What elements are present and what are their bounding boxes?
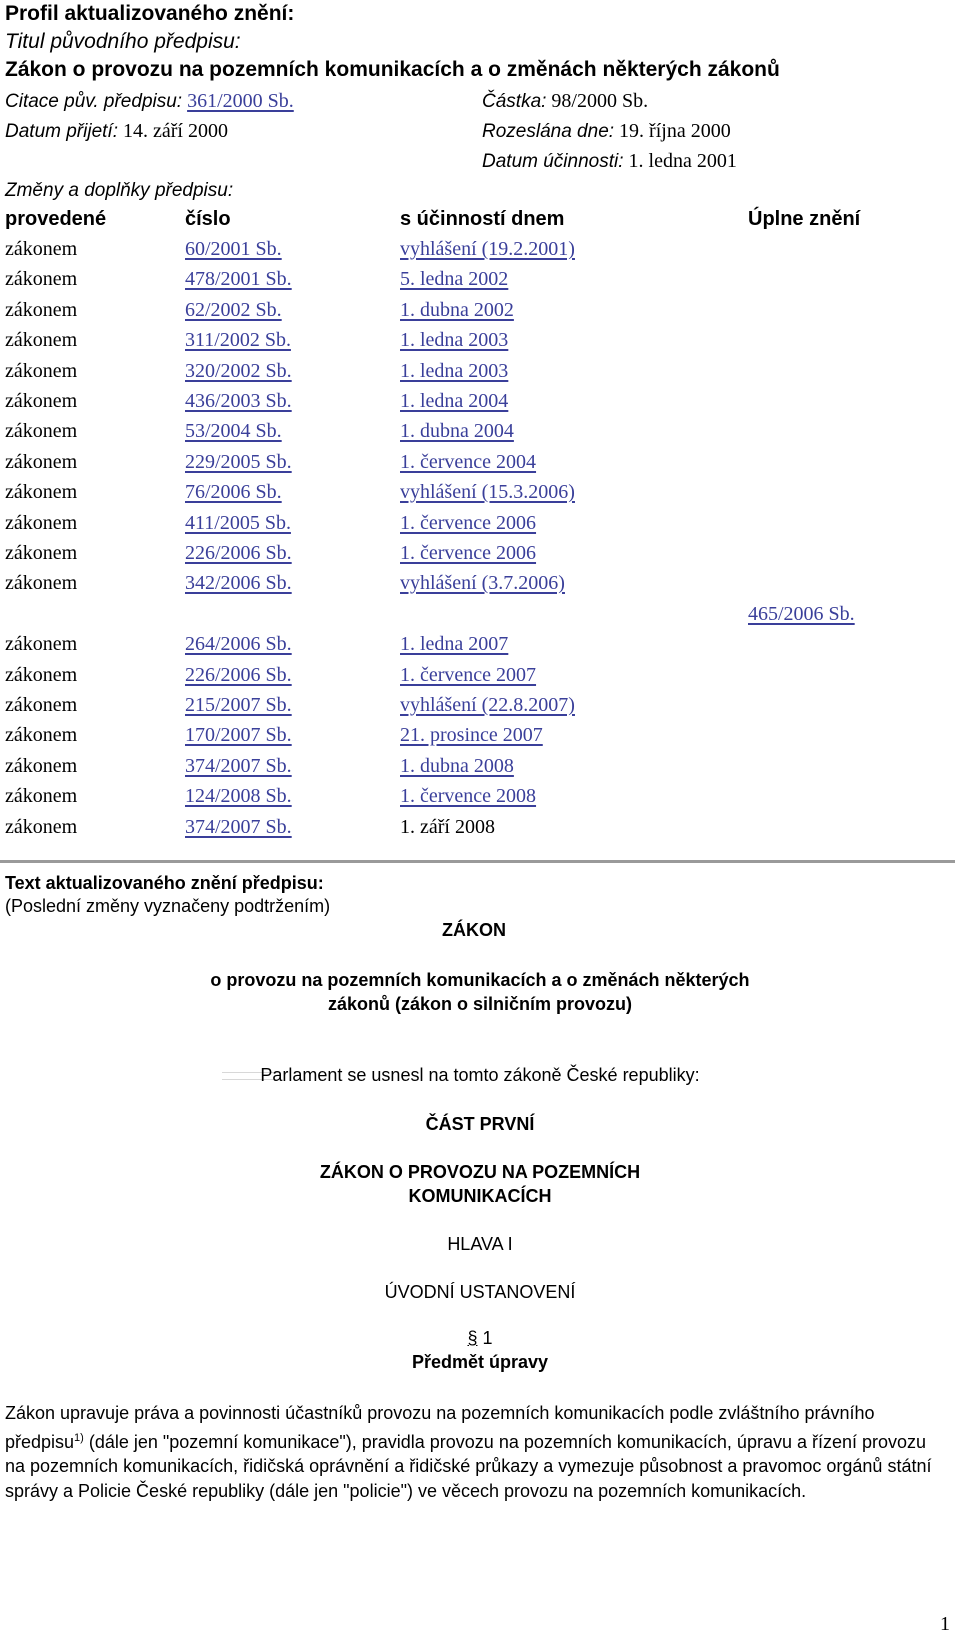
amended-by: zákonem bbox=[5, 451, 78, 473]
amended-by: zákonem bbox=[5, 390, 78, 412]
effective-date-link[interactable]: vyhlášení (15.3.2006) bbox=[400, 481, 575, 503]
amended-by: zákonem bbox=[5, 816, 78, 838]
effective-date-link[interactable]: 1. července 2007 bbox=[400, 664, 537, 686]
amended-by: zákonem bbox=[5, 724, 78, 746]
table-row bbox=[0, 238, 960, 268]
section-sign-icon: § bbox=[467, 1328, 478, 1348]
amended-by: zákonem bbox=[5, 481, 78, 503]
effective-date-link[interactable]: 5. ledna 2002 bbox=[400, 268, 509, 290]
table-row bbox=[0, 360, 960, 390]
distributed-label: Rozeslána dne: bbox=[482, 121, 615, 142]
table-row bbox=[0, 603, 960, 633]
effective-date-link[interactable]: vyhlášení (19.2.2001) bbox=[400, 238, 575, 260]
amended-by: zákonem bbox=[5, 512, 78, 534]
table-row bbox=[0, 299, 960, 329]
table-row bbox=[0, 664, 960, 694]
law-number-link[interactable]: 311/2002 Sb. bbox=[185, 329, 291, 351]
effective-date-link[interactable]: 1. července 2006 bbox=[400, 542, 537, 564]
amended-by: zákonem bbox=[5, 694, 78, 716]
citation-line bbox=[5, 90, 294, 113]
effective-date-link[interactable]: vyhlášení (22.8.2007) bbox=[400, 694, 575, 716]
amended-by: zákonem bbox=[5, 572, 78, 594]
amended-by: zákonem bbox=[5, 299, 78, 321]
section-title: Předmět úpravy bbox=[411, 1352, 549, 1372]
amended-by: zákonem bbox=[5, 329, 78, 351]
header-provedene: provedené bbox=[5, 208, 107, 230]
act-subject-line2: zákonů (zákon o silničním provozu) bbox=[327, 994, 633, 1014]
effective-date-link[interactable]: 1. dubna 2004 bbox=[400, 420, 514, 442]
effective-date-link[interactable]: 1. dubna 2002 bbox=[400, 299, 514, 321]
page-number: 1 bbox=[940, 1613, 950, 1635]
original-title-label: Titul původního předpisu: bbox=[5, 30, 241, 53]
section-number: 1 bbox=[482, 1328, 493, 1348]
law-number-link[interactable]: 62/2002 Sb. bbox=[185, 299, 282, 321]
law-number-link[interactable]: 226/2006 Sb. bbox=[185, 542, 292, 564]
law-number-link[interactable]: 229/2005 Sb. bbox=[185, 451, 292, 473]
table-header bbox=[0, 208, 960, 238]
effective-label: Datum účinnosti: bbox=[482, 151, 624, 172]
amended-by: zákonem bbox=[5, 755, 78, 777]
law-number-link[interactable]: 60/2001 Sb. bbox=[185, 238, 282, 260]
effective-line bbox=[482, 150, 737, 173]
part-value: 98/2000 Sb. bbox=[551, 90, 649, 112]
paragraph-text-end: (dále jen "pozemní komunikace"), pravidla provozu na pozemních komunikacích, úpravu a řízení provozu na pozemních komunikacích, řidičská oprávnění a řidičské průkazy a vymezuje působnost a pravomoc orgánů státní správy a Policie České republiky (dále jen "policie") ve věcech provozu na pozemních komunikacích. bbox=[5, 1431, 932, 1501]
table-row bbox=[0, 451, 960, 481]
effective-date-link[interactable]: 1. ledna 2003 bbox=[400, 360, 509, 382]
part-label: Částka: bbox=[482, 91, 547, 112]
effective-date-link[interactable]: 1. července 2006 bbox=[400, 512, 537, 534]
full-text-link[interactable]: 465/2006 Sb. bbox=[748, 603, 855, 625]
law-number-link[interactable]: 320/2002 Sb. bbox=[185, 360, 292, 382]
effective-date-link[interactable]: 1. července 2004 bbox=[400, 451, 537, 473]
law-number-link[interactable]: 264/2006 Sb. bbox=[185, 633, 292, 655]
table-row bbox=[0, 755, 960, 785]
text-heading: Text aktualizovaného znění předpisu: bbox=[5, 873, 324, 893]
table-row bbox=[0, 390, 960, 420]
table-row bbox=[0, 633, 960, 663]
effective-date-link[interactable]: 21. prosince 2007 bbox=[400, 724, 543, 746]
section-number-line bbox=[0, 1328, 960, 1349]
text-note: (Poslední změny vyznačeny podtržením) bbox=[5, 896, 331, 916]
effective-date-link[interactable]: 1. ledna 2004 bbox=[400, 390, 509, 412]
profile-heading: Profil aktualizovaného znění: bbox=[5, 2, 295, 25]
table-row bbox=[0, 542, 960, 572]
amended-by: zákonem bbox=[5, 268, 78, 290]
law-number-link[interactable]: 124/2008 Sb. bbox=[185, 785, 292, 807]
citation-label: Citace pův. předpisu: bbox=[5, 91, 183, 112]
table-row bbox=[0, 572, 960, 602]
part-title-line2: KOMUNIKACÍCH bbox=[408, 1186, 552, 1206]
effective-value: 1. ledna 2001 bbox=[628, 150, 737, 172]
law-number-link[interactable]: 215/2007 Sb. bbox=[185, 694, 292, 716]
act-subject-line1: o provozu na pozemních komunikacích a o změnách některých bbox=[210, 970, 750, 990]
effective-date-link: 1. září 2008 bbox=[400, 816, 495, 838]
effective-date-link[interactable]: 1. dubna 2008 bbox=[400, 755, 514, 777]
table-row bbox=[0, 512, 960, 542]
table-row bbox=[0, 481, 960, 511]
law-number-link[interactable]: 478/2001 Sb. bbox=[185, 268, 292, 290]
act-title: ZÁKON bbox=[442, 920, 506, 940]
section-divider bbox=[0, 860, 955, 863]
distributed-line bbox=[482, 120, 731, 143]
footnote-ref[interactable]: 1) bbox=[74, 1431, 84, 1444]
paragraph-text-start: Zákon upravuje práva a povinnosti účastníků provozu na pozemních komunikacích podle zvláštního právního předpisu bbox=[5, 1403, 875, 1452]
part-line bbox=[482, 90, 648, 113]
accepted-line bbox=[5, 120, 228, 143]
amended-by: zákonem bbox=[5, 633, 78, 655]
changes-label: Změny a doplňky předpisu: bbox=[5, 180, 234, 201]
law-title: Zákon o provozu na pozemních komunikacích a o změnách některých zákonů bbox=[5, 58, 780, 81]
law-number-link[interactable]: 170/2007 Sb. bbox=[185, 724, 292, 746]
citation-link[interactable]: 361/2000 Sb. bbox=[187, 90, 294, 112]
law-number-link[interactable]: 411/2005 Sb. bbox=[185, 512, 291, 534]
header-ucinnost: s účinností dnem bbox=[400, 208, 565, 230]
distributed-value: 19. října 2000 bbox=[619, 120, 731, 142]
amended-by: zákonem bbox=[5, 238, 78, 260]
part-title-line1: ZÁKON O PROVOZU NA POZEMNÍCH bbox=[319, 1162, 641, 1182]
table-row bbox=[0, 816, 960, 846]
table-row bbox=[0, 694, 960, 724]
amended-by: zákonem bbox=[5, 360, 78, 382]
table-row bbox=[0, 724, 960, 754]
table-row bbox=[0, 785, 960, 815]
table-row bbox=[0, 329, 960, 359]
chapter-title: ÚVODNÍ USTANOVENÍ bbox=[384, 1282, 576, 1302]
part-heading: ČÁST PRVNÍ bbox=[425, 1114, 535, 1134]
law-number-link[interactable]: 53/2004 Sb. bbox=[185, 420, 282, 442]
accepted-label: Datum přijetí: bbox=[5, 121, 118, 142]
accepted-value: 14. září 2000 bbox=[122, 120, 228, 142]
law-number-link[interactable]: 76/2006 Sb. bbox=[185, 481, 282, 503]
amended-by: zákonem bbox=[5, 420, 78, 442]
section-paragraph bbox=[5, 1401, 950, 1503]
header-uplne-zneni: Úplne znění bbox=[748, 208, 861, 230]
chapter-heading: HLAVA I bbox=[447, 1234, 513, 1254]
effective-date-link[interactable]: 1. ledna 2003 bbox=[400, 329, 509, 351]
amended-by: zákonem bbox=[5, 542, 78, 564]
amended-by: zákonem bbox=[5, 664, 78, 686]
amended-by: zákonem bbox=[5, 785, 78, 807]
law-number-link[interactable]: 226/2006 Sb. bbox=[185, 664, 292, 686]
effective-date-link[interactable]: 1. července 2008 bbox=[400, 785, 537, 807]
table-row bbox=[0, 420, 960, 450]
effective-date-link[interactable]: vyhlášení (3.7.2006) bbox=[400, 572, 565, 594]
law-number-link[interactable]: 436/2003 Sb. bbox=[185, 390, 292, 412]
table-row bbox=[0, 268, 960, 298]
law-number-link[interactable]: 342/2006 Sb. bbox=[185, 572, 292, 594]
law-number-link[interactable]: 374/2007 Sb. bbox=[185, 816, 292, 838]
effective-date-link[interactable]: 1. ledna 2007 bbox=[400, 633, 509, 655]
law-number-link[interactable]: 374/2007 Sb. bbox=[185, 755, 292, 777]
header-cislo: číslo bbox=[185, 208, 231, 230]
parliament-line: Parlament se usnesl na tomto zákoně České republiky: bbox=[260, 1065, 700, 1085]
